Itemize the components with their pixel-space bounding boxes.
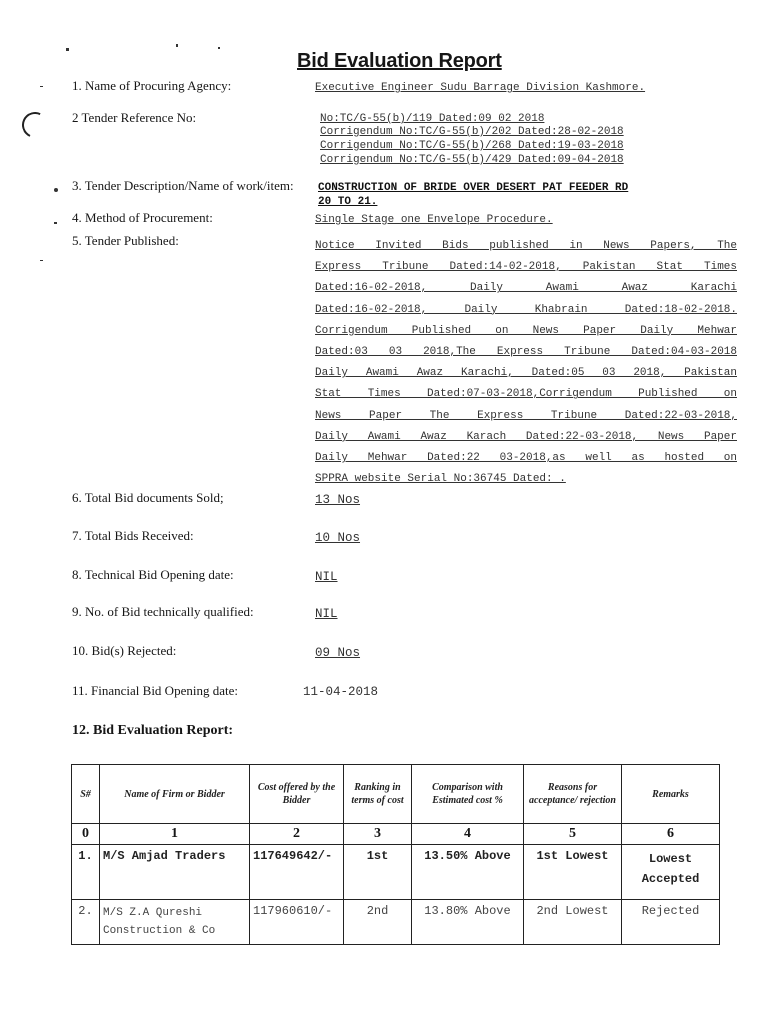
tender-description-value: CONSTRUCTION OF BRIDE OVER DESERT PAT FEEDER RD — [318, 182, 629, 194]
page-title: Bid Evaluation Report — [297, 50, 502, 72]
header-sno: S# — [72, 765, 100, 824]
cell-comparison: 13.80% Above — [412, 900, 524, 945]
published-line: Dated:16-02-2018, Daily Awami Awaz Karachi — [315, 282, 737, 295]
cell-sno: 1. — [72, 845, 100, 900]
column-number: 4 — [412, 824, 524, 845]
technical-opening-label: 8. Technical Bid Opening date: — [72, 567, 234, 582]
column-number-row — [72, 824, 720, 845]
cell-cost: 117960610/- — [250, 900, 344, 945]
technical-opening-value: NIL — [315, 570, 338, 584]
section-12-heading: 12. Bid Evaluation Report: — [72, 723, 234, 738]
technically-qualified-value: NIL — [315, 607, 338, 621]
table-row — [72, 900, 720, 945]
tender-ref-line: Corrigendum No:TC/G-55(b)/429 Dated:09-04-2018 — [320, 154, 624, 166]
cell-reason: 1st Lowest — [524, 845, 622, 900]
technically-qualified-label: 9. No. of Bid technically qualified: — [72, 604, 254, 619]
tender-ref-line: Corrigendum No:TC/G-55(b)/202 Dated:28-02-2018 — [320, 126, 624, 138]
tender-published-text — [315, 236, 737, 490]
bid-evaluation-table — [71, 764, 720, 945]
header-remarks: Remarks — [622, 765, 720, 824]
financial-opening-value: 11-04-2018 — [303, 685, 379, 699]
column-number: 0 — [72, 824, 100, 845]
bids-received-value: 10 Nos — [315, 531, 361, 545]
bid-documents-sold-label: 6. Total Bid documents Sold; — [72, 490, 224, 505]
procurement-method-label: 4. Method of Procurement: — [72, 210, 213, 225]
scan-speck — [40, 86, 43, 87]
financial-opening-label: 11. Financial Bid Opening date: — [72, 683, 238, 698]
scan-speck — [40, 260, 43, 261]
published-line: Express Tribune Dated:14-02-2018, Pakistan Stat Times — [315, 261, 737, 274]
tender-description-value: 20 TO 21. — [318, 196, 378, 208]
scan-speck — [176, 44, 178, 47]
bids-rejected-value: 09 Nos — [315, 646, 361, 660]
tender-published-label: 5. Tender Published: — [72, 233, 179, 248]
column-number: 1 — [100, 824, 250, 845]
published-line: Dated:16-02-2018, Daily Khabrain Dated:18-02-2018. — [315, 303, 737, 316]
column-number: 6 — [622, 824, 720, 845]
header-firm: Name of Firm or Bidder — [100, 765, 250, 824]
scan-speck — [218, 47, 220, 49]
cell-remarks: Rejected — [622, 900, 720, 945]
published-line: Notice Invited Bids published in News Papers, The — [315, 240, 737, 252]
cell-cost: 117649642/- — [250, 845, 344, 900]
tender-ref-line: No:TC/G-55(b)/119 Dated:09 02 2018 — [320, 113, 545, 125]
bids-rejected-label: 10. Bid(s) Rejected: — [72, 643, 177, 658]
cell-sno: 2. — [72, 900, 100, 945]
scan-speck — [54, 188, 58, 192]
cell-firm: M/S Amjad Traders — [100, 845, 250, 900]
bid-documents-sold-value: 13 Nos — [315, 493, 361, 507]
table-header-row — [72, 765, 720, 824]
bids-received-label: 7. Total Bids Received: — [72, 528, 194, 543]
agency-label: 1. Name of Procuring Agency: — [72, 78, 232, 93]
column-number: 5 — [524, 824, 622, 845]
binder-hole-mark — [18, 108, 51, 141]
scan-speck — [54, 222, 57, 224]
cell-rank: 1st — [344, 845, 412, 900]
procurement-method-value: Single Stage one Envelope Procedure. — [315, 214, 553, 226]
cell-comparison: 13.50% Above — [412, 845, 524, 900]
published-line: Daily Mehwar Dated:22 03-2018,as well as hosted on — [315, 452, 737, 465]
published-line: Daily Awami Awaz Karach Dated:22-03-2018, News Paper — [315, 430, 737, 443]
header-cost: Cost offered by the Bidder — [250, 765, 344, 824]
published-line: Corrigendum Published on News Paper Daily Mehwar — [315, 324, 737, 337]
header-comparison: Comparison with Estimated cost % — [412, 765, 524, 824]
tender-ref-line: Corrigendum No:TC/G-55(b)/268 Dated:19-03-2018 — [320, 140, 624, 152]
scan-speck — [66, 48, 69, 51]
header-ranking: Ranking in terms of cost — [344, 765, 412, 824]
published-line: News Paper The Express Tribune Dated:22-03-2018, — [315, 409, 737, 422]
header-reasons: Reasons for acceptance/ rejection — [524, 765, 622, 824]
table-row — [72, 845, 720, 900]
cell-reason: 2nd Lowest — [524, 900, 622, 945]
published-line: Dated:03 03 2018,The Express Tribune Dated:04-03-2018 — [315, 346, 737, 359]
column-number: 2 — [250, 824, 344, 845]
cell-firm: M/S Z.A Qureshi Construction & Co — [100, 900, 250, 945]
tender-ref-label: 2 Tender Reference No: — [72, 110, 197, 125]
column-number: 3 — [344, 824, 412, 845]
tender-description-label: 3. Tender Description/Name of work/item: — [72, 178, 294, 193]
agency-value: Executive Engineer Sudu Barrage Division Kashmore. — [315, 82, 646, 94]
cell-remarks: Lowest Accepted — [622, 845, 720, 900]
published-line: Stat Times Dated:07-03-2018,Corrigendum Published on — [315, 388, 737, 401]
published-line: SPPRA website Serial No:36745 Dated: . — [315, 473, 566, 486]
published-line: Daily Awami Awaz Karachi, Dated:05 03 2018, Pakistan — [315, 367, 737, 380]
cell-rank: 2nd — [344, 900, 412, 945]
